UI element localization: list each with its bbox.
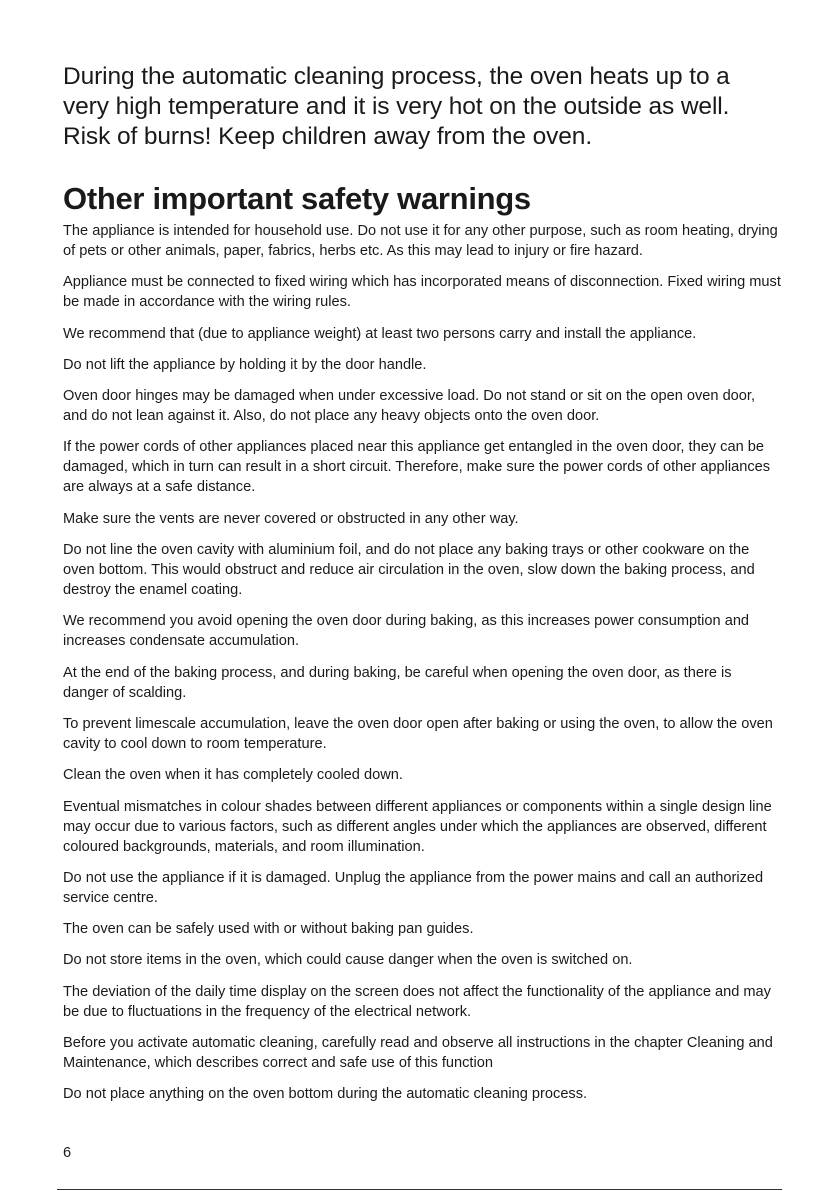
paragraph: Make sure the vents are never covered or obstructed in any other way.: [63, 510, 519, 527]
paragraph: Do not place anything on the oven bottom during the automatic cleaning process.: [63, 1086, 588, 1103]
paragraph: Before you activate automatic cleaning, carefully read and observe all instructions in the chapter Cleaning and Maintenance, which describes correct and safe use of this function: [63, 1035, 773, 1072]
paragraph: Do not use the appliance if it is damaged. Unplug the appliance from the power mains and call an authorized service centre.: [63, 869, 764, 906]
paragraph: At the end of the baking process, and during baking, be careful when opening the oven door, as there is danger of scalding.: [63, 664, 732, 701]
footer-divider: [57, 1189, 782, 1190]
paragraph: The oven can be safely used with or without baking pan guides.: [63, 921, 474, 938]
paragraph: We recommend that (due to appliance weight) at least two persons carry and install the appliance.: [63, 325, 697, 342]
page-content: [63, 62, 781, 1116]
paragraph-list: [63, 221, 781, 1104]
paragraph: Oven door hinges may be damaged when under excessive load. Do not stand or sit on the open oven door, and do not lean against it. Also, do not place any heavy objects onto the oven door.: [63, 388, 756, 425]
paragraph: We recommend you avoid opening the oven door during baking, as this increases power consumption and increases condensate accumulation.: [63, 613, 750, 650]
paragraph: The appliance is intended for household use. Do not use it for any other purpose, such as room heating, drying of pets or other animals, paper, fabrics, herbs etc. As this may lead to injury or fire hazard.: [63, 223, 778, 259]
paragraph: The deviation of the daily time display on the screen does not affect the functionality of the appliance and may be due to fluctuations in the frequency of the electrical network.: [63, 983, 771, 1020]
paragraph: Do not lift the appliance by holding it by the door handle.: [63, 356, 427, 373]
paragraph: If the power cords of other appliances placed near this appliance get entangled in the oven door, they can be damaged, which in turn can result in a short circuit. Therefore, make sure the power cords of other appliances are always at a safe distance.: [63, 439, 771, 496]
paragraph: Do not line the oven cavity with aluminium foil, and do not place any baking trays or other cookware on the oven bottom. This would obstruct and reduce air circulation in the oven, slow down the baking process, and destroy the enamel coating.: [63, 542, 755, 599]
paragraph: Do not store items in the oven, which could cause danger when the oven is switched on.: [63, 952, 633, 969]
page-number: 6: [63, 1145, 72, 1161]
paragraph: Clean the oven when it has completely cooled down.: [63, 767, 403, 784]
section-title: Other important safety warnings: [63, 181, 531, 216]
intro-warning: During the automatic cleaning process, the oven heats up to a very high temperature and it is very hot on the outside as well. Risk of burns! Keep children away from the oven.: [63, 63, 730, 150]
paragraph: Appliance must be connected to fixed wiring which has incorporated means of disconnection. Fixed wiring must be made in accordance with the wiring rules.: [63, 274, 781, 311]
paragraph: Eventual mismatches in colour shades between different appliances or components within a single design line may occur due to various factors, such as different angles under which the appliances are observed, different coloured backgrounds, materials, and room illumination.: [63, 798, 772, 855]
paragraph: To prevent limescale accumulation, leave the oven door open after baking or using the oven, to allow the oven cavity to cool down to room temperature.: [63, 715, 773, 752]
